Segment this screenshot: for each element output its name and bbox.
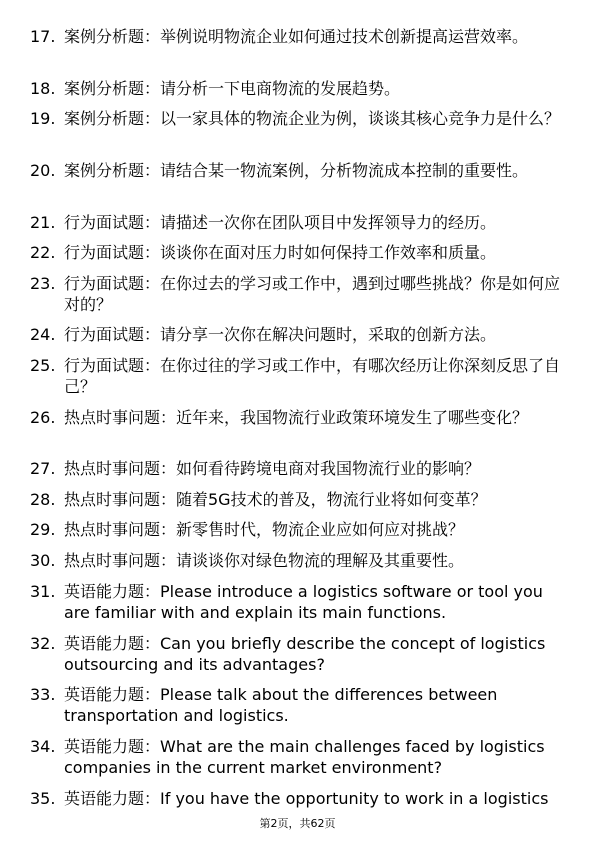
item-text: 热点时事问题：新零售时代，物流企业应如何应对挑战？ (64, 520, 465, 539)
item-number: 32. (30, 634, 56, 653)
item-text: 案例分析题：请结合某一物流案例，分析物流成本控制的重要性。 (64, 161, 529, 180)
list-item (30, 324, 560, 345)
item-text: 英语能力题：Please talk about the differences between transportation and logistics. (64, 685, 498, 725)
item-text: 英语能力题：Can you briefly describe the concept of logistics outsourcing and its advantages? (64, 634, 546, 674)
item-number: 17. (30, 27, 56, 46)
item-number: 29. (30, 520, 56, 539)
item-text: 行为面试题：谈谈你在面对压力时如何保持工作效率和质量。 (64, 243, 497, 262)
list-item (30, 788, 560, 809)
list-item (30, 78, 560, 99)
list-item (30, 736, 560, 778)
item-text: 行为面试题：在你过去的学习或工作中，遇到过哪些挑战？你是如何应对的？ (64, 274, 561, 314)
list-item (30, 407, 560, 428)
list-item (30, 108, 560, 129)
item-number: 35. (30, 789, 56, 808)
item-number: 30. (30, 551, 56, 570)
item-text: 行为面试题：在你过往的学习或工作中，有哪次经历让你深刻反思了自己？ (64, 356, 561, 396)
list-item (30, 160, 560, 181)
item-number: 27. (30, 459, 56, 478)
item-text: 英语能力题：What are the main challenges faced by logistics companies in the current market environment? (64, 737, 545, 777)
list-item (30, 458, 560, 479)
item-number: 19. (30, 109, 56, 128)
item-number: 18. (30, 79, 56, 98)
item-text: 行为面试题：请分享一次你在解决问题时，采取的创新方法。 (64, 325, 497, 344)
item-number: 31. (30, 582, 56, 601)
list-item (30, 519, 560, 540)
item-number: 26. (30, 408, 56, 427)
list-item (30, 684, 560, 726)
list-item (30, 489, 560, 510)
item-text: 热点时事问题：随着5G技术的普及，物流行业将如何变革？ (64, 490, 487, 509)
list-item (30, 273, 560, 315)
list-item (30, 550, 560, 571)
item-number: 34. (30, 737, 56, 756)
item-text: 热点时事问题：请谈谈你对绿色物流的理解及其重要性。 (64, 551, 465, 570)
item-number: 33. (30, 685, 56, 704)
item-text: 热点时事问题：如何看待跨境电商对我国物流行业的影响？ (64, 459, 481, 478)
item-number: 23. (30, 274, 56, 293)
list-item (30, 26, 560, 47)
item-text: 案例分析题：请分析一下电商物流的发展趋势。 (64, 79, 401, 98)
item-text: 英语能力题：Please introduce a logistics software or tool you are familiar with and explain its main functions. (64, 582, 543, 622)
item-text: 案例分析题：以一家具体的物流企业为例，谈谈其核心竞争力是什么？ (64, 109, 561, 128)
item-number: 24. (30, 325, 56, 344)
item-number: 22. (30, 243, 56, 262)
list-item (30, 633, 560, 675)
item-text: 行为面试题：请描述一次你在团队项目中发挥领导力的经历。 (64, 213, 497, 232)
item-number: 21. (30, 213, 56, 232)
item-number: 28. (30, 490, 56, 509)
list-item (30, 242, 560, 263)
item-text: 英语能力题：If you have the opportunity to work in a logistics (64, 789, 549, 808)
page-footer: 第2页，共62页 (259, 817, 336, 830)
list-item (30, 212, 560, 233)
list-item (30, 355, 560, 397)
list-item (30, 581, 560, 623)
item-text: 案例分析题：举例说明物流企业如何通过技术创新提高运营效率。 (64, 27, 529, 46)
item-number: 20. (30, 161, 56, 180)
item-text: 热点时事问题：近年来，我国物流行业政策环境发生了哪些变化？ (64, 408, 529, 427)
item-number: 25. (30, 356, 56, 375)
